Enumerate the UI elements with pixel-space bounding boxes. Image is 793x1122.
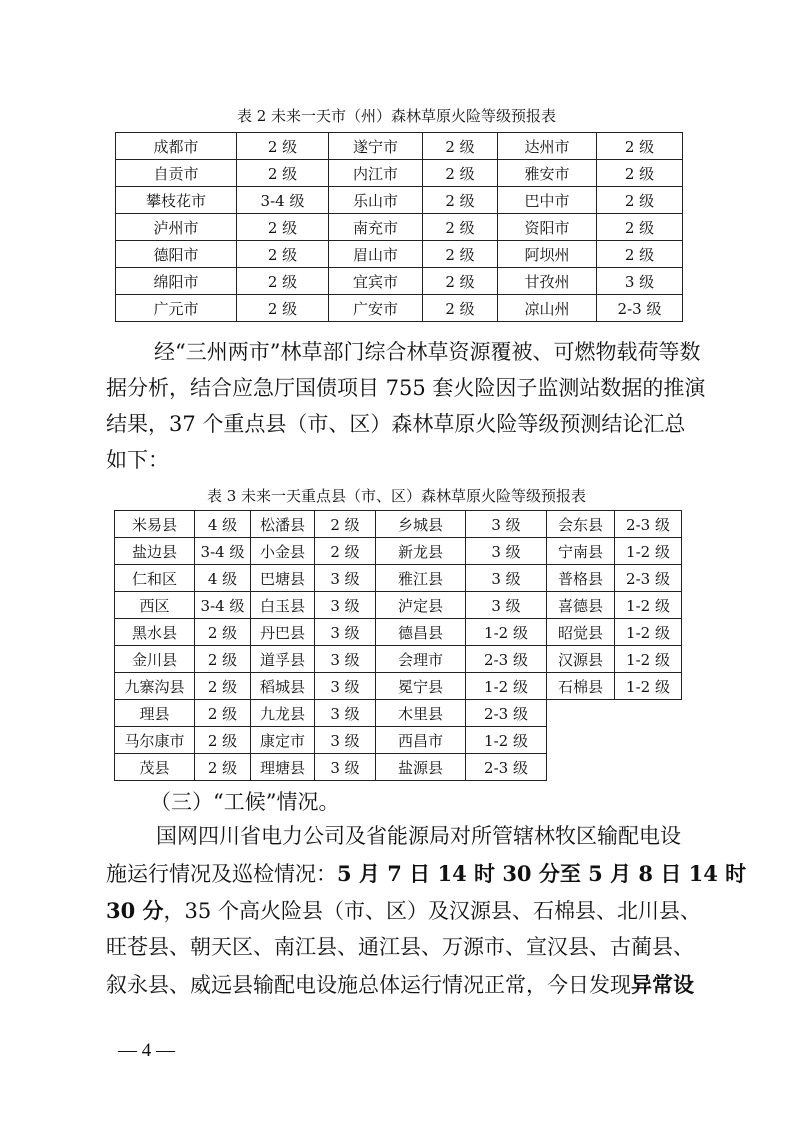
risk-level: 3 级	[315, 673, 376, 700]
risk-level: 2 级	[237, 295, 329, 322]
city-fire-risk-table	[115, 132, 683, 322]
table-row	[115, 754, 682, 781]
paragraph-text: 叙永县、威远县输配电设施总体运行情况正常，今日发现	[106, 973, 631, 997]
region-name: 会东县	[547, 511, 615, 538]
empty-cell	[547, 727, 682, 754]
paragraph-line	[106, 966, 694, 1003]
region-name: 普格县	[547, 565, 615, 592]
risk-level: 2 级	[195, 646, 251, 673]
risk-level: 3-4 级	[237, 187, 329, 214]
risk-level: 2-3 级	[615, 511, 682, 538]
region-name: 泸定县	[376, 592, 466, 619]
risk-level: 4 级	[195, 511, 251, 538]
table-row	[116, 241, 683, 268]
table-row	[115, 619, 682, 646]
region-name: 西昌市	[376, 727, 466, 754]
table-row	[116, 133, 683, 160]
emphasis-bold: 异常设	[631, 972, 694, 997]
table-row	[115, 538, 682, 565]
region-name: 石棉县	[547, 673, 615, 700]
table-row	[115, 646, 682, 673]
paragraph-line: 据分析，结合应急厅国债项目 755 套火险因子监测站数据的推演	[106, 376, 706, 400]
region-name: 资阳市	[498, 214, 597, 241]
region-name: 九寨沟县	[115, 673, 195, 700]
table2-caption: 表 2 未来一天市（州）森林草原火险等级预报表	[236, 107, 557, 125]
region-name: 康定市	[251, 727, 315, 754]
analysis-paragraph	[106, 334, 706, 478]
region-name: 甘孜州	[498, 268, 597, 295]
risk-level: 3-4 级	[195, 592, 251, 619]
paragraph-text: 施运行情况及巡检情况：	[106, 862, 337, 886]
table-row	[116, 160, 683, 187]
paragraph-line: 国网四川省电力公司及省能源局对所管辖林牧区输配电设	[156, 824, 681, 848]
region-name: 乡城县	[376, 511, 466, 538]
region-name: 巴中市	[498, 187, 597, 214]
region-name: 昭觉县	[547, 619, 615, 646]
region-name: 西区	[115, 592, 195, 619]
table-row	[115, 673, 682, 700]
region-name: 德昌县	[376, 619, 466, 646]
risk-level: 2 级	[195, 754, 251, 781]
risk-level: 2 级	[195, 700, 251, 727]
risk-level: 2 级	[195, 727, 251, 754]
table-row	[116, 268, 683, 295]
region-name: 自贡市	[116, 160, 237, 187]
risk-level: 2 级	[423, 160, 498, 187]
risk-level: 3 级	[315, 619, 376, 646]
paragraph-line: 旺苍县、朝天区、南江县、通江县、万源市、宣汉县、古蔺县、	[106, 935, 694, 959]
paragraph-line: 经“三州两市”林草部门综合林草资源覆被、可燃物载荷等数	[154, 340, 701, 364]
region-name: 道孚县	[251, 646, 315, 673]
risk-level: 1-2 级	[615, 592, 682, 619]
region-name: 丹巴县	[251, 619, 315, 646]
risk-level: 2-3 级	[615, 565, 682, 592]
region-name: 仁和区	[115, 565, 195, 592]
region-name: 内江市	[329, 160, 423, 187]
risk-level: 2 级	[423, 133, 498, 160]
risk-level: 2 级	[315, 511, 376, 538]
risk-level: 2 级	[597, 160, 683, 187]
table-row	[115, 700, 682, 727]
region-name: 宁南县	[547, 538, 615, 565]
table-row	[115, 592, 682, 619]
risk-level: 2 级	[597, 241, 683, 268]
region-name: 雅安市	[498, 160, 597, 187]
risk-level: 1-2 级	[615, 673, 682, 700]
risk-level: 2-3 级	[466, 700, 547, 727]
region-name: 金川县	[115, 646, 195, 673]
risk-level: 2-3 级	[466, 754, 547, 781]
risk-level: 3 级	[466, 538, 547, 565]
risk-level: 2 级	[423, 241, 498, 268]
region-name: 达州市	[498, 133, 597, 160]
risk-level: 1-2 级	[615, 538, 682, 565]
region-name: 攀枝花市	[116, 187, 237, 214]
region-name: 巴塘县	[251, 565, 315, 592]
region-name: 冕宁县	[376, 673, 466, 700]
page-number: — 4 —	[118, 1040, 175, 1061]
region-name: 遂宁市	[329, 133, 423, 160]
table-row	[115, 511, 682, 538]
time-range-bold: 5 月 7 日 14 时 30 分至 5 月 8 日 14 时	[337, 861, 747, 886]
paragraph-line: 如下：	[106, 448, 169, 472]
region-name: 理塘县	[251, 754, 315, 781]
region-name: 宜宾市	[329, 268, 423, 295]
risk-level: 2-3 级	[466, 646, 547, 673]
region-name: 乐山市	[329, 187, 423, 214]
risk-level: 2 级	[195, 673, 251, 700]
region-name: 松潘县	[251, 511, 315, 538]
risk-level: 2 级	[423, 187, 498, 214]
risk-level: 3 级	[315, 700, 376, 727]
risk-level: 2 级	[315, 538, 376, 565]
region-name: 黑水县	[115, 619, 195, 646]
region-name: 新龙县	[376, 538, 466, 565]
risk-level: 2 级	[597, 133, 683, 160]
region-name: 眉山市	[329, 241, 423, 268]
risk-level: 3 级	[315, 565, 376, 592]
region-name: 南充市	[329, 214, 423, 241]
risk-level: 2 级	[597, 214, 683, 241]
paragraph-line	[106, 892, 701, 929]
table-row	[116, 214, 683, 241]
risk-level: 3 级	[315, 754, 376, 781]
risk-level: 2 级	[597, 187, 683, 214]
risk-level: 2 级	[237, 133, 329, 160]
region-name: 马尔康市	[115, 727, 195, 754]
risk-level: 3 级	[315, 727, 376, 754]
table-row	[115, 727, 682, 754]
risk-level: 3 级	[466, 511, 547, 538]
power-grid-paragraph	[106, 818, 747, 1003]
region-name: 汉源县	[547, 646, 615, 673]
region-name: 德阳市	[116, 241, 237, 268]
region-name: 白玉县	[251, 592, 315, 619]
risk-level: 3-4 级	[195, 538, 251, 565]
risk-level: 1-2 级	[615, 646, 682, 673]
region-name: 广元市	[116, 295, 237, 322]
region-name: 雅江县	[376, 565, 466, 592]
region-name: 木里县	[376, 700, 466, 727]
region-name: 茂县	[115, 754, 195, 781]
region-name: 凉山州	[498, 295, 597, 322]
risk-level: 3 级	[597, 268, 683, 295]
risk-level: 2 级	[423, 295, 498, 322]
table-row	[115, 565, 682, 592]
risk-level: 3 级	[315, 646, 376, 673]
region-name: 绵阳市	[116, 268, 237, 295]
paragraph-line: 结果，37 个重点县（市、区）森林草原火险等级预测结论汇总	[106, 412, 686, 436]
region-name: 小金县	[251, 538, 315, 565]
region-name: 广安市	[329, 295, 423, 322]
risk-level: 2 级	[237, 268, 329, 295]
region-name: 稻城县	[251, 673, 315, 700]
region-name: 喜德县	[547, 592, 615, 619]
risk-level: 3 级	[466, 592, 547, 619]
risk-level: 2 级	[237, 160, 329, 187]
paragraph-text: ，35 个高火险县（市、区）及汉源县、石棉县、北川县、	[163, 899, 701, 923]
region-name: 米易县	[115, 511, 195, 538]
risk-level: 4 级	[195, 565, 251, 592]
risk-level: 3 级	[466, 565, 547, 592]
risk-level: 1-2 级	[615, 619, 682, 646]
risk-level: 2 级	[423, 268, 498, 295]
region-name: 成都市	[116, 133, 237, 160]
empty-cell	[547, 754, 682, 781]
region-name: 九龙县	[251, 700, 315, 727]
region-name: 盐边县	[115, 538, 195, 565]
county-fire-risk-table	[114, 510, 682, 781]
section-subheading: （三）“工候”情况。	[150, 790, 340, 814]
region-name: 盐源县	[376, 754, 466, 781]
risk-level: 3 级	[315, 592, 376, 619]
risk-level: 2 级	[195, 619, 251, 646]
table3-caption: 表 3 未来一天重点县（市、区）森林草原火险等级预报表	[206, 487, 587, 505]
region-name: 理县	[115, 700, 195, 727]
risk-level: 2-3 级	[597, 295, 683, 322]
region-name: 会理市	[376, 646, 466, 673]
paragraph-line	[106, 855, 747, 892]
table-row	[116, 187, 683, 214]
risk-level: 2 级	[423, 214, 498, 241]
risk-level: 1-2 级	[466, 727, 547, 754]
region-name: 泸州市	[116, 214, 237, 241]
empty-cell	[547, 700, 682, 727]
table-row	[116, 295, 683, 322]
time-range-bold: 30 分	[106, 898, 164, 923]
risk-level: 2 级	[237, 214, 329, 241]
region-name: 阿坝州	[498, 241, 597, 268]
risk-level: 1-2 级	[466, 673, 547, 700]
risk-level: 1-2 级	[466, 619, 547, 646]
risk-level: 2 级	[237, 241, 329, 268]
